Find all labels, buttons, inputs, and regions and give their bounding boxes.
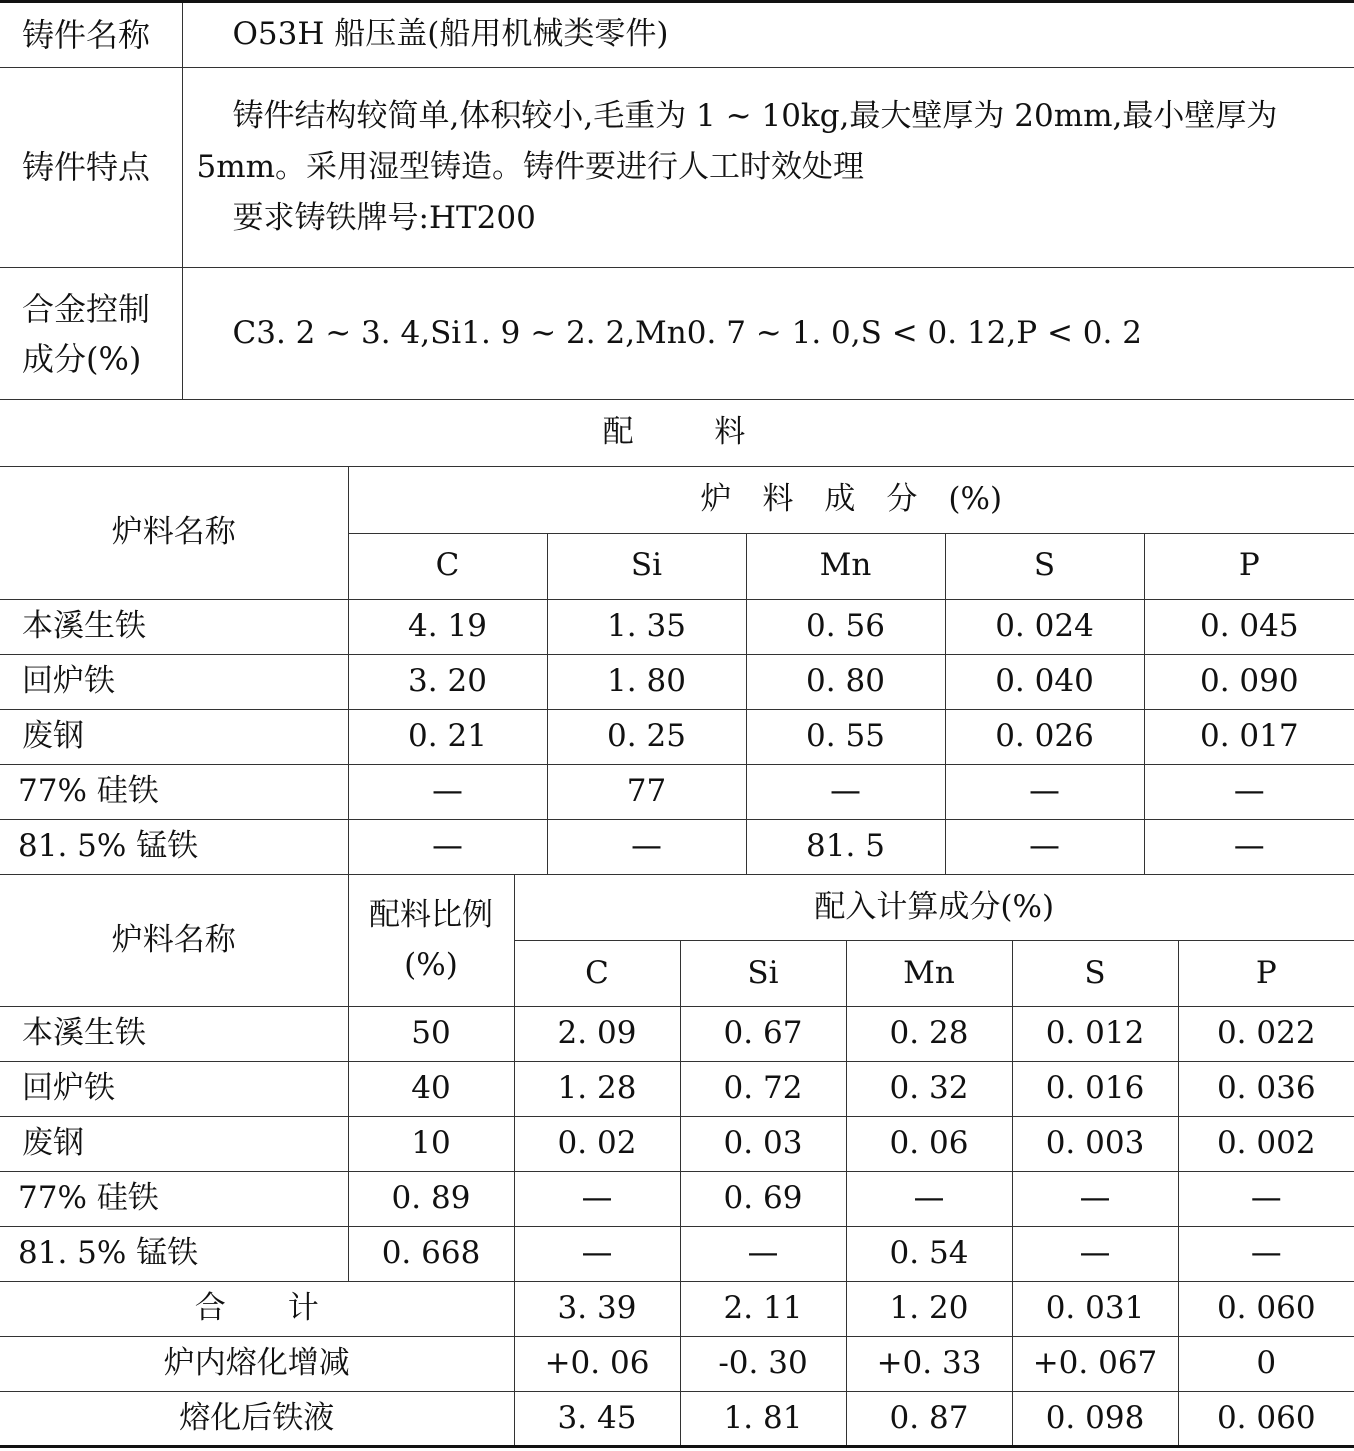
blend-ratio: 50: [348, 1007, 514, 1062]
material-value: 0. 017: [1144, 709, 1354, 764]
material-name: 81. 5% 锰铁: [0, 819, 348, 874]
blend-material-name: 回炉铁: [0, 1062, 348, 1117]
material-value: —: [945, 764, 1144, 819]
materials-col-s: S: [945, 533, 1144, 599]
alloy-label-line-2: 成分(%): [22, 339, 142, 378]
blend-material-name: 77% 硅铁: [0, 1172, 348, 1227]
casting-features-label: 铸件特点: [0, 68, 182, 268]
blend-col-p: P: [1178, 941, 1354, 1007]
molten-iron-value: 0. 060: [1178, 1392, 1354, 1447]
molten-iron-value: 1. 81: [680, 1392, 846, 1447]
blend-value: 0. 016: [1012, 1062, 1178, 1117]
material-value: 0. 80: [746, 654, 945, 709]
features-line-2: 5mm。采用湿型铸造。铸件要进行人工时效处理: [196, 149, 865, 185]
material-value: 4. 19: [348, 599, 547, 654]
totals-row: [0, 1282, 1354, 1337]
material-value: —: [348, 819, 547, 874]
material-value: 0. 090: [1144, 654, 1354, 709]
blend-table: [0, 875, 1354, 1449]
material-value: 0. 55: [746, 709, 945, 764]
section-title: 配 料: [0, 400, 1354, 467]
casting-name-label: 铸件名称: [0, 2, 182, 68]
material-name: 废钢: [0, 709, 348, 764]
molten-iron-label: 熔化后铁液: [0, 1392, 514, 1447]
alloy-composition-label: [0, 268, 182, 400]
material-name: 回炉铁: [0, 654, 348, 709]
materials-col-c: C: [348, 533, 547, 599]
alloy-label-line-1: 合金控制: [22, 289, 151, 328]
material-value: 0. 026: [945, 709, 1144, 764]
blend-value: 0. 32: [846, 1062, 1012, 1117]
blend-value: 0. 003: [1012, 1117, 1178, 1172]
melt-change-value: +0. 067: [1012, 1337, 1178, 1392]
materials-composition-header: 炉 料 成 分 (%): [348, 467, 1354, 533]
molten-iron-value: 0. 098: [1012, 1392, 1178, 1447]
melt-change-label: 炉内熔化增减: [0, 1337, 514, 1392]
blend-value: 0. 28: [846, 1007, 1012, 1062]
blend-value: —: [1012, 1227, 1178, 1282]
blend-ratio: 40: [348, 1062, 514, 1117]
blend-col-mn: Mn: [846, 941, 1012, 1007]
material-value: 0. 56: [746, 599, 945, 654]
alloy-composition-row: [0, 268, 1354, 400]
blend-computed-header: 配入计算成分(%): [514, 875, 1354, 941]
casting-features-text: [182, 68, 1354, 268]
blend-value: 0. 022: [1178, 1007, 1354, 1062]
casting-name-row: [0, 2, 1354, 68]
material-value: 0. 024: [945, 599, 1144, 654]
table-row: [0, 709, 1354, 764]
material-value: 0. 040: [945, 654, 1144, 709]
blend-ratio-header: [348, 875, 514, 1007]
blend-header-row: [0, 875, 1354, 941]
blend-col-si: Si: [680, 941, 846, 1007]
blend-material-name: 本溪生铁: [0, 1007, 348, 1062]
blend-value: 1. 28: [514, 1062, 680, 1117]
materials-col-si: Si: [547, 533, 746, 599]
table-row: [0, 1227, 1354, 1282]
melt-change-value: +0. 06: [514, 1337, 680, 1392]
material-value: —: [1144, 764, 1354, 819]
blend-value: —: [1178, 1172, 1354, 1227]
blend-ratio: 0. 668: [348, 1227, 514, 1282]
table-row: [0, 1172, 1354, 1227]
material-value: —: [547, 819, 746, 874]
material-value: 0. 25: [547, 709, 746, 764]
table-row: [0, 599, 1354, 654]
table-row: [0, 1062, 1354, 1117]
materials-header-row: [0, 467, 1354, 533]
blend-value: —: [514, 1172, 680, 1227]
material-value: —: [348, 764, 547, 819]
blend-ratio: 0. 89: [348, 1172, 514, 1227]
melt-change-value: +0. 33: [846, 1337, 1012, 1392]
blend-ratio: 10: [348, 1117, 514, 1172]
material-value: 3. 20: [348, 654, 547, 709]
melt-change-row: [0, 1337, 1354, 1392]
blend-ratio-header-line-2: (%): [404, 947, 458, 984]
blend-material-name: 废钢: [0, 1117, 348, 1172]
totals-value: 0. 060: [1178, 1282, 1354, 1337]
table-row: [0, 1117, 1354, 1172]
blend-value: 0. 06: [846, 1117, 1012, 1172]
blend-col-s: S: [1012, 941, 1178, 1007]
melt-change-value: 0: [1178, 1337, 1354, 1392]
casting-features-row: [0, 68, 1354, 268]
blend-name-header: 炉料名称: [0, 875, 348, 1007]
blend-value: —: [1178, 1227, 1354, 1282]
totals-value: 3. 39: [514, 1282, 680, 1337]
material-name: 77% 硅铁: [0, 764, 348, 819]
material-value: 81. 5: [746, 819, 945, 874]
table-row: [0, 1007, 1354, 1062]
table-row: [0, 764, 1354, 819]
material-value: 1. 80: [547, 654, 746, 709]
totals-value: 0. 031: [1012, 1282, 1178, 1337]
blend-value: —: [680, 1227, 846, 1282]
totals-label: 合 计: [0, 1282, 514, 1337]
blend-value: —: [514, 1227, 680, 1282]
blend-value: 0. 036: [1178, 1062, 1354, 1117]
materials-col-mn: Mn: [746, 533, 945, 599]
blend-value: 0. 002: [1178, 1117, 1354, 1172]
blend-ratio-header-line-1: 配料比例: [369, 897, 493, 934]
blend-value: —: [846, 1172, 1012, 1227]
material-value: —: [945, 819, 1144, 874]
casting-info-table: [0, 0, 1354, 400]
melt-change-value: -0. 30: [680, 1337, 846, 1392]
features-line-1: 铸件结构较简单,体积较小,毛重为 1 ~ 10kg,最大壁厚为 20mm,最小壁厚为: [232, 98, 1278, 134]
blend-value: 0. 69: [680, 1172, 846, 1227]
alloy-composition-value: C3. 2 ~ 3. 4,Si1. 9 ~ 2. 2,Mn0. 7 ~ 1. 0,S < 0. 12,P < 0. 2: [182, 268, 1354, 400]
blend-col-c: C: [514, 941, 680, 1007]
blend-value: 0. 54: [846, 1227, 1012, 1282]
section-heading-table: [0, 400, 1354, 467]
totals-value: 2. 11: [680, 1282, 846, 1337]
blend-value: 0. 012: [1012, 1007, 1178, 1062]
material-value: 0. 045: [1144, 599, 1354, 654]
casting-name-value: O53H 船压盖(船用机械类零件): [182, 2, 1354, 68]
blend-value: 0. 02: [514, 1117, 680, 1172]
molten-iron-value: 3. 45: [514, 1392, 680, 1447]
materials-table: [0, 467, 1354, 875]
material-value: 0. 21: [348, 709, 547, 764]
blend-value: 0. 67: [680, 1007, 846, 1062]
material-value: —: [1144, 819, 1354, 874]
molten-iron-value: 0. 87: [846, 1392, 1012, 1447]
materials-col-p: P: [1144, 533, 1354, 599]
blend-material-name: 81. 5% 锰铁: [0, 1227, 348, 1282]
table-row: [0, 819, 1354, 874]
blend-value: 0. 72: [680, 1062, 846, 1117]
blend-value: —: [1012, 1172, 1178, 1227]
material-value: —: [746, 764, 945, 819]
molten-iron-row: [0, 1392, 1354, 1447]
features-line-3: 要求铸铁牌号:HT200: [232, 200, 536, 236]
blend-value: 0. 03: [680, 1117, 846, 1172]
table-row: [0, 654, 1354, 709]
totals-value: 1. 20: [846, 1282, 1012, 1337]
material-name: 本溪生铁: [0, 599, 348, 654]
blend-value: 2. 09: [514, 1007, 680, 1062]
materials-name-header: 炉料名称: [0, 467, 348, 599]
material-value: 77: [547, 764, 746, 819]
material-value: 1. 35: [547, 599, 746, 654]
